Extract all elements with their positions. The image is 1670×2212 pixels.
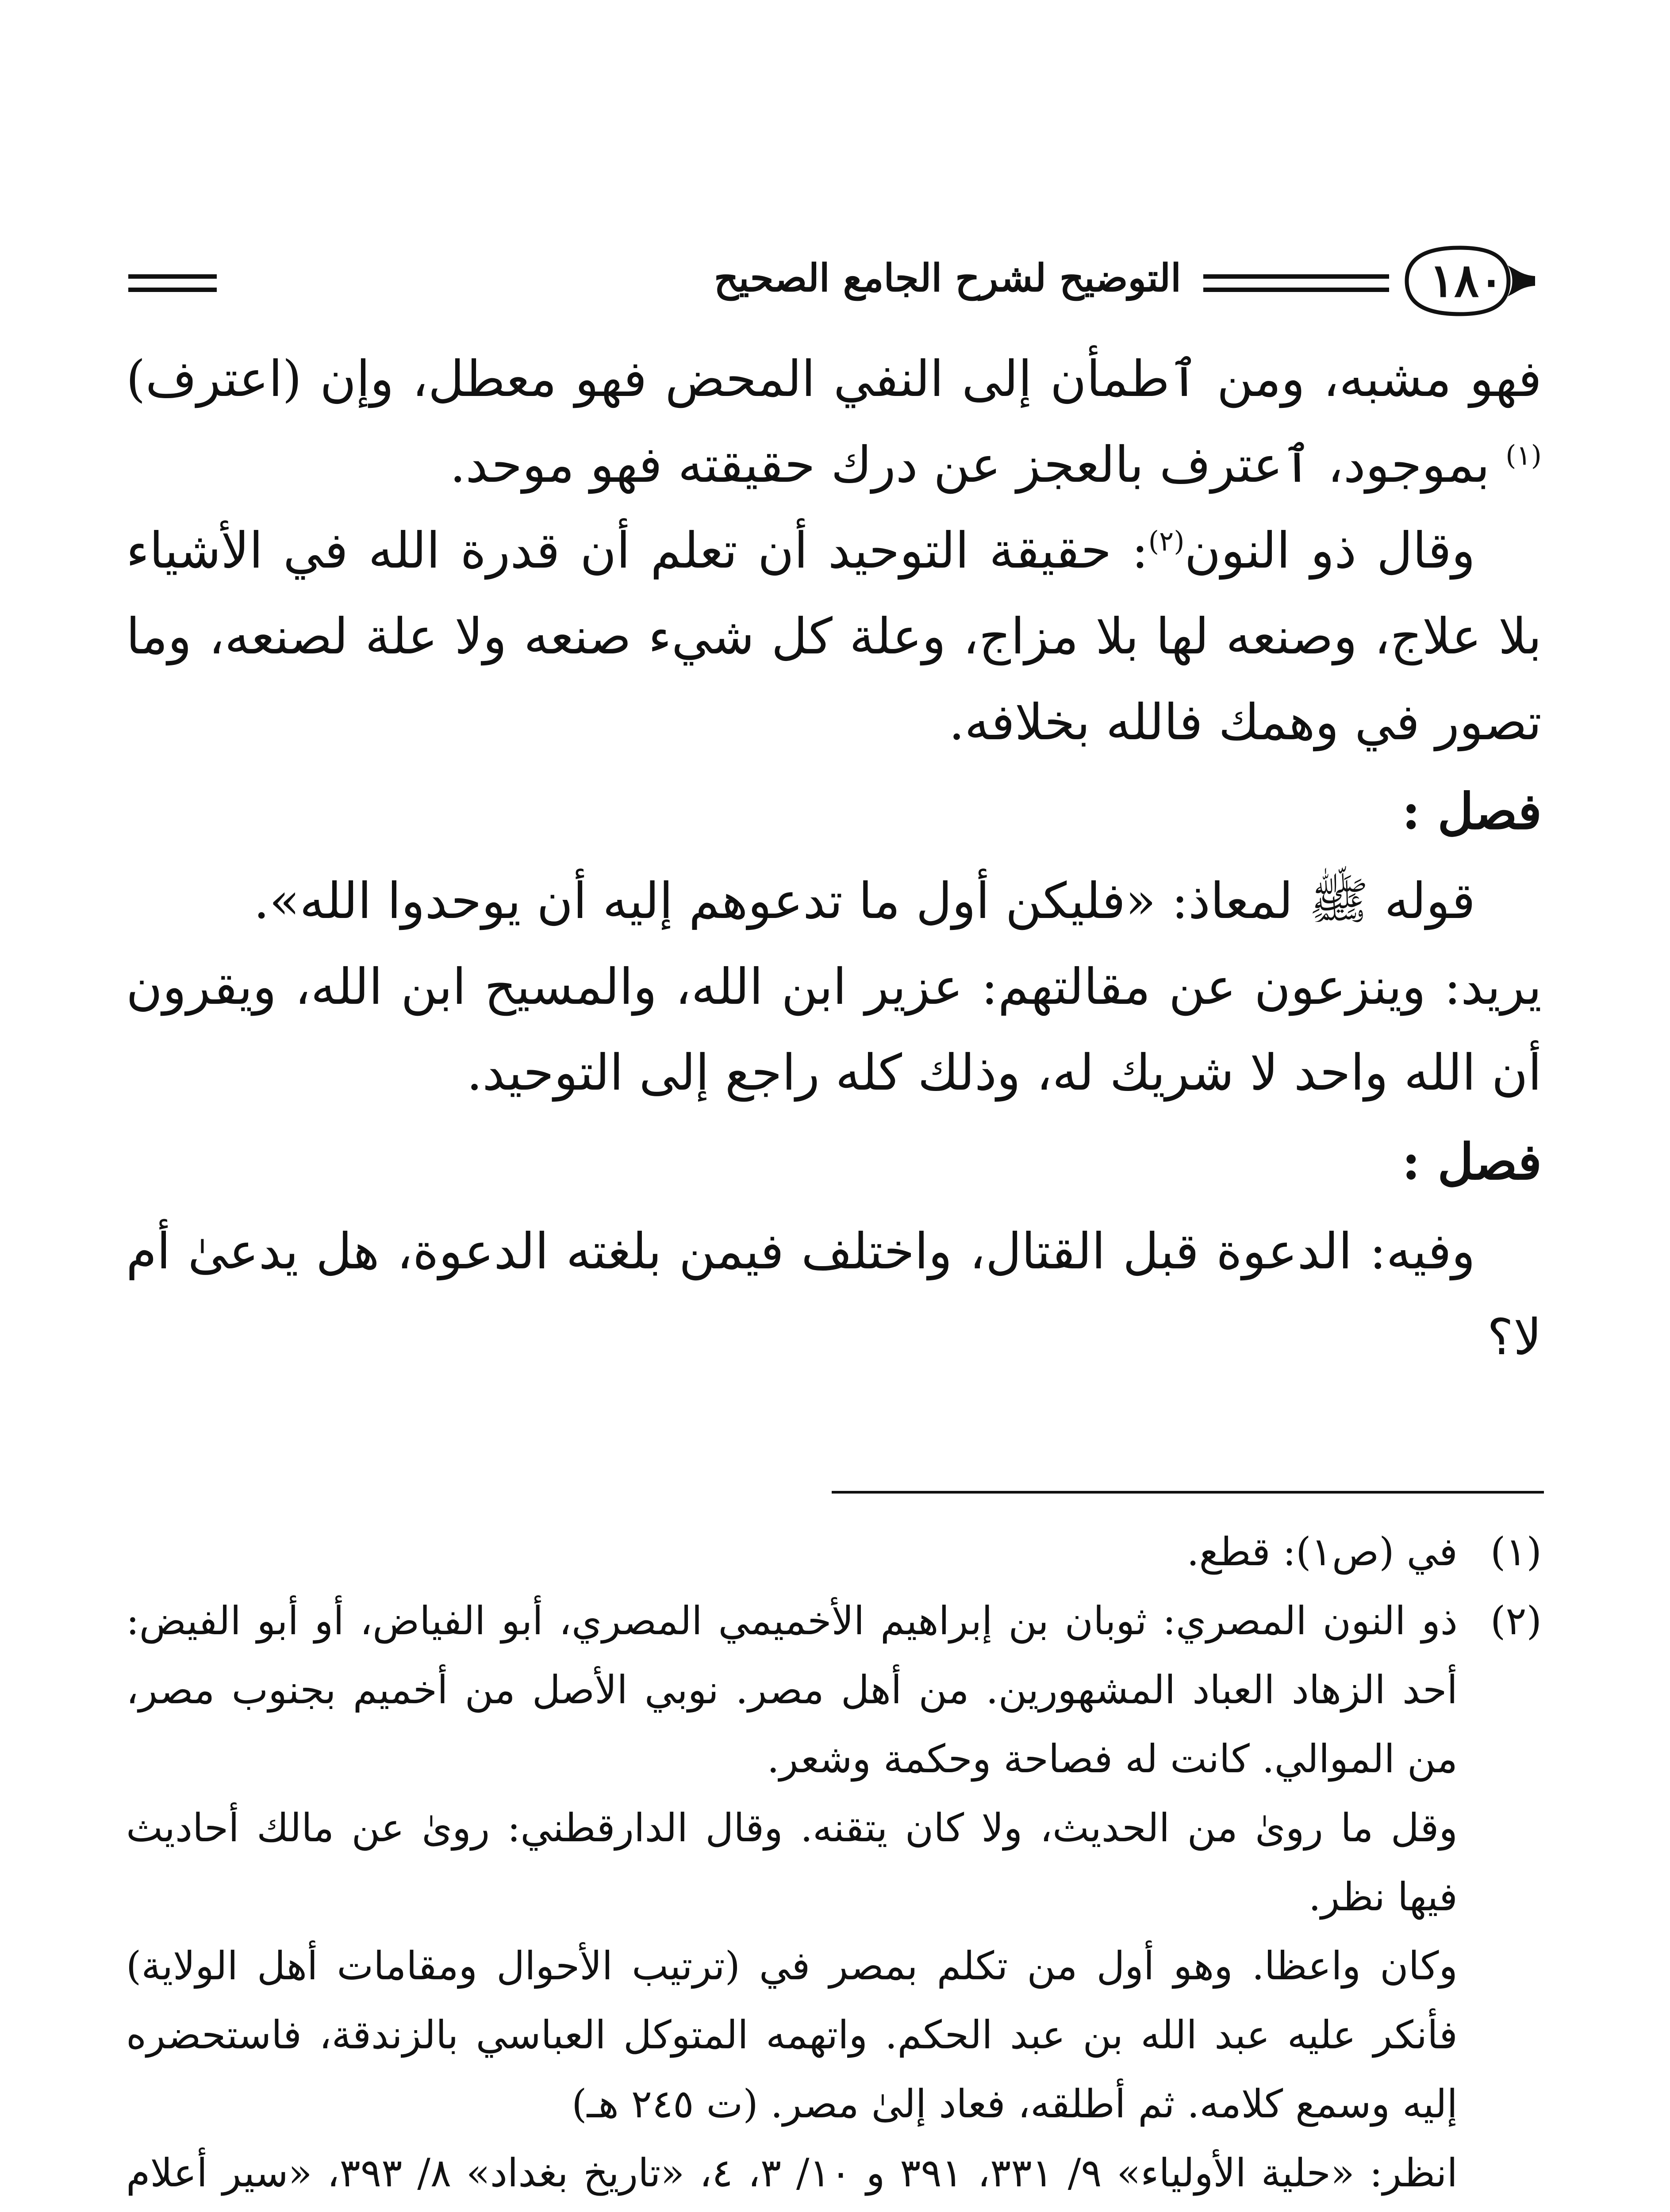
footnote-number: (١): [1490, 1529, 1542, 1575]
main-text: [126, 336, 1542, 1380]
footnote-2-paragraph-b: وقل ما روىٰ من الحديث، ولا كان يتقنه. وقال الدارقطني: روىٰ عن مالك أحاديث فيها نظر.: [126, 1805, 1458, 1920]
footnote-divider: [832, 1491, 1544, 1494]
footnote-number: (٢): [1490, 1598, 1542, 1644]
section-heading-2: فصل :: [1402, 1133, 1542, 1191]
header-rule-right-top: [1203, 274, 1389, 279]
page-header: [128, 239, 1535, 323]
footnotes: [126, 1517, 1542, 2212]
footnote-ref-1: (١): [1505, 439, 1542, 472]
footnote-text: ذو النون المصري: ثوبان بن إبراهيم الأخميمي المصري، أبو الفياض، أو أبو الفيض: أحد الزهاد العباد المشهورين. من أهل مصر. نوبي الأصل من أخميم بجنوب مصر، من الموالي. كانت له فصاحة وحكمة وشعر.: [126, 1598, 1458, 1782]
running-title: التوضيح لشرح الجامع الصحيح: [714, 256, 1181, 300]
paragraph-3: قوله ﷺ لمعاذ: «فليكن أول ما تدعوهم إليه أن يوحدوا الله».: [253, 872, 1475, 930]
footnote-ref-2: (٢): [1148, 525, 1185, 557]
footnote-text: في (ص١): قطع.: [1186, 1529, 1458, 1575]
header-rule-left-top: [128, 274, 217, 279]
header-rule-right-bottom: [1203, 288, 1389, 292]
page-number-badge: [1389, 239, 1535, 323]
paragraph-5: وفيه: الدعوة قبل القتال، واختلف فيمن بلغته الدعوة، هل يدعىٰ أم لا؟: [126, 1223, 1542, 1366]
footnote-2-references: انظر: «حلية الأولياء» ٩/ ٣٣١، ٣٩١ و ١٠/ ٣، ٤، «تاريخ بغداد» ٨/ ٣٩٣، «سير أعلام: [126, 2150, 1458, 2196]
paragraph-1: فهو مشبه، ومن ٱطمأن إلى النفي المحض فهو معطل، وإن (اعترف)$^{(١)}$ بموجود، ٱعترف بالعجز عن درك حقيقته فهو موحد.: [126, 350, 1542, 494]
section-heading-1: فصل :: [1402, 783, 1542, 841]
page-number: ١٨٠: [1429, 253, 1504, 307]
footnote-2-paragraph-c: وكان واعظا. وهو أول من تكلم بمصر في (ترتيب الأحوال ومقامات أهل الولاية) فأنكر عليه عبد الله بن عبد الحكم. واتهمه المتوكل العباسي بالزندقة، فاستحضره إليه وسمع كلامه. ثم أطلقه، فعاد إلىٰ مصر. (ت ٢٤٥ هـ): [126, 1943, 1458, 2127]
footnote-2: [126, 1586, 1542, 1793]
header-rule-left-bottom: [128, 288, 217, 292]
paragraph-2: وقال ذو النون$^{(٢)}$: حقيقة التوحيد أن تعلم أن قدرة الله في الأشياء بلا علاج، وصنعه لها بلا مزاج، وعلة كل شيء صنعه ولا علة لصنعه، وما تصور في وهمك فالله بخلافه.: [126, 522, 1542, 751]
footnote-1: [126, 1517, 1542, 1586]
paragraph-4: يريد: وينزعون عن مقالتهم: عزير ابن الله، والمسيح ابن الله، ويقرون أن الله واحد لا شريك له، وذلك كله راجع إلى التوحيد.: [126, 958, 1542, 1102]
